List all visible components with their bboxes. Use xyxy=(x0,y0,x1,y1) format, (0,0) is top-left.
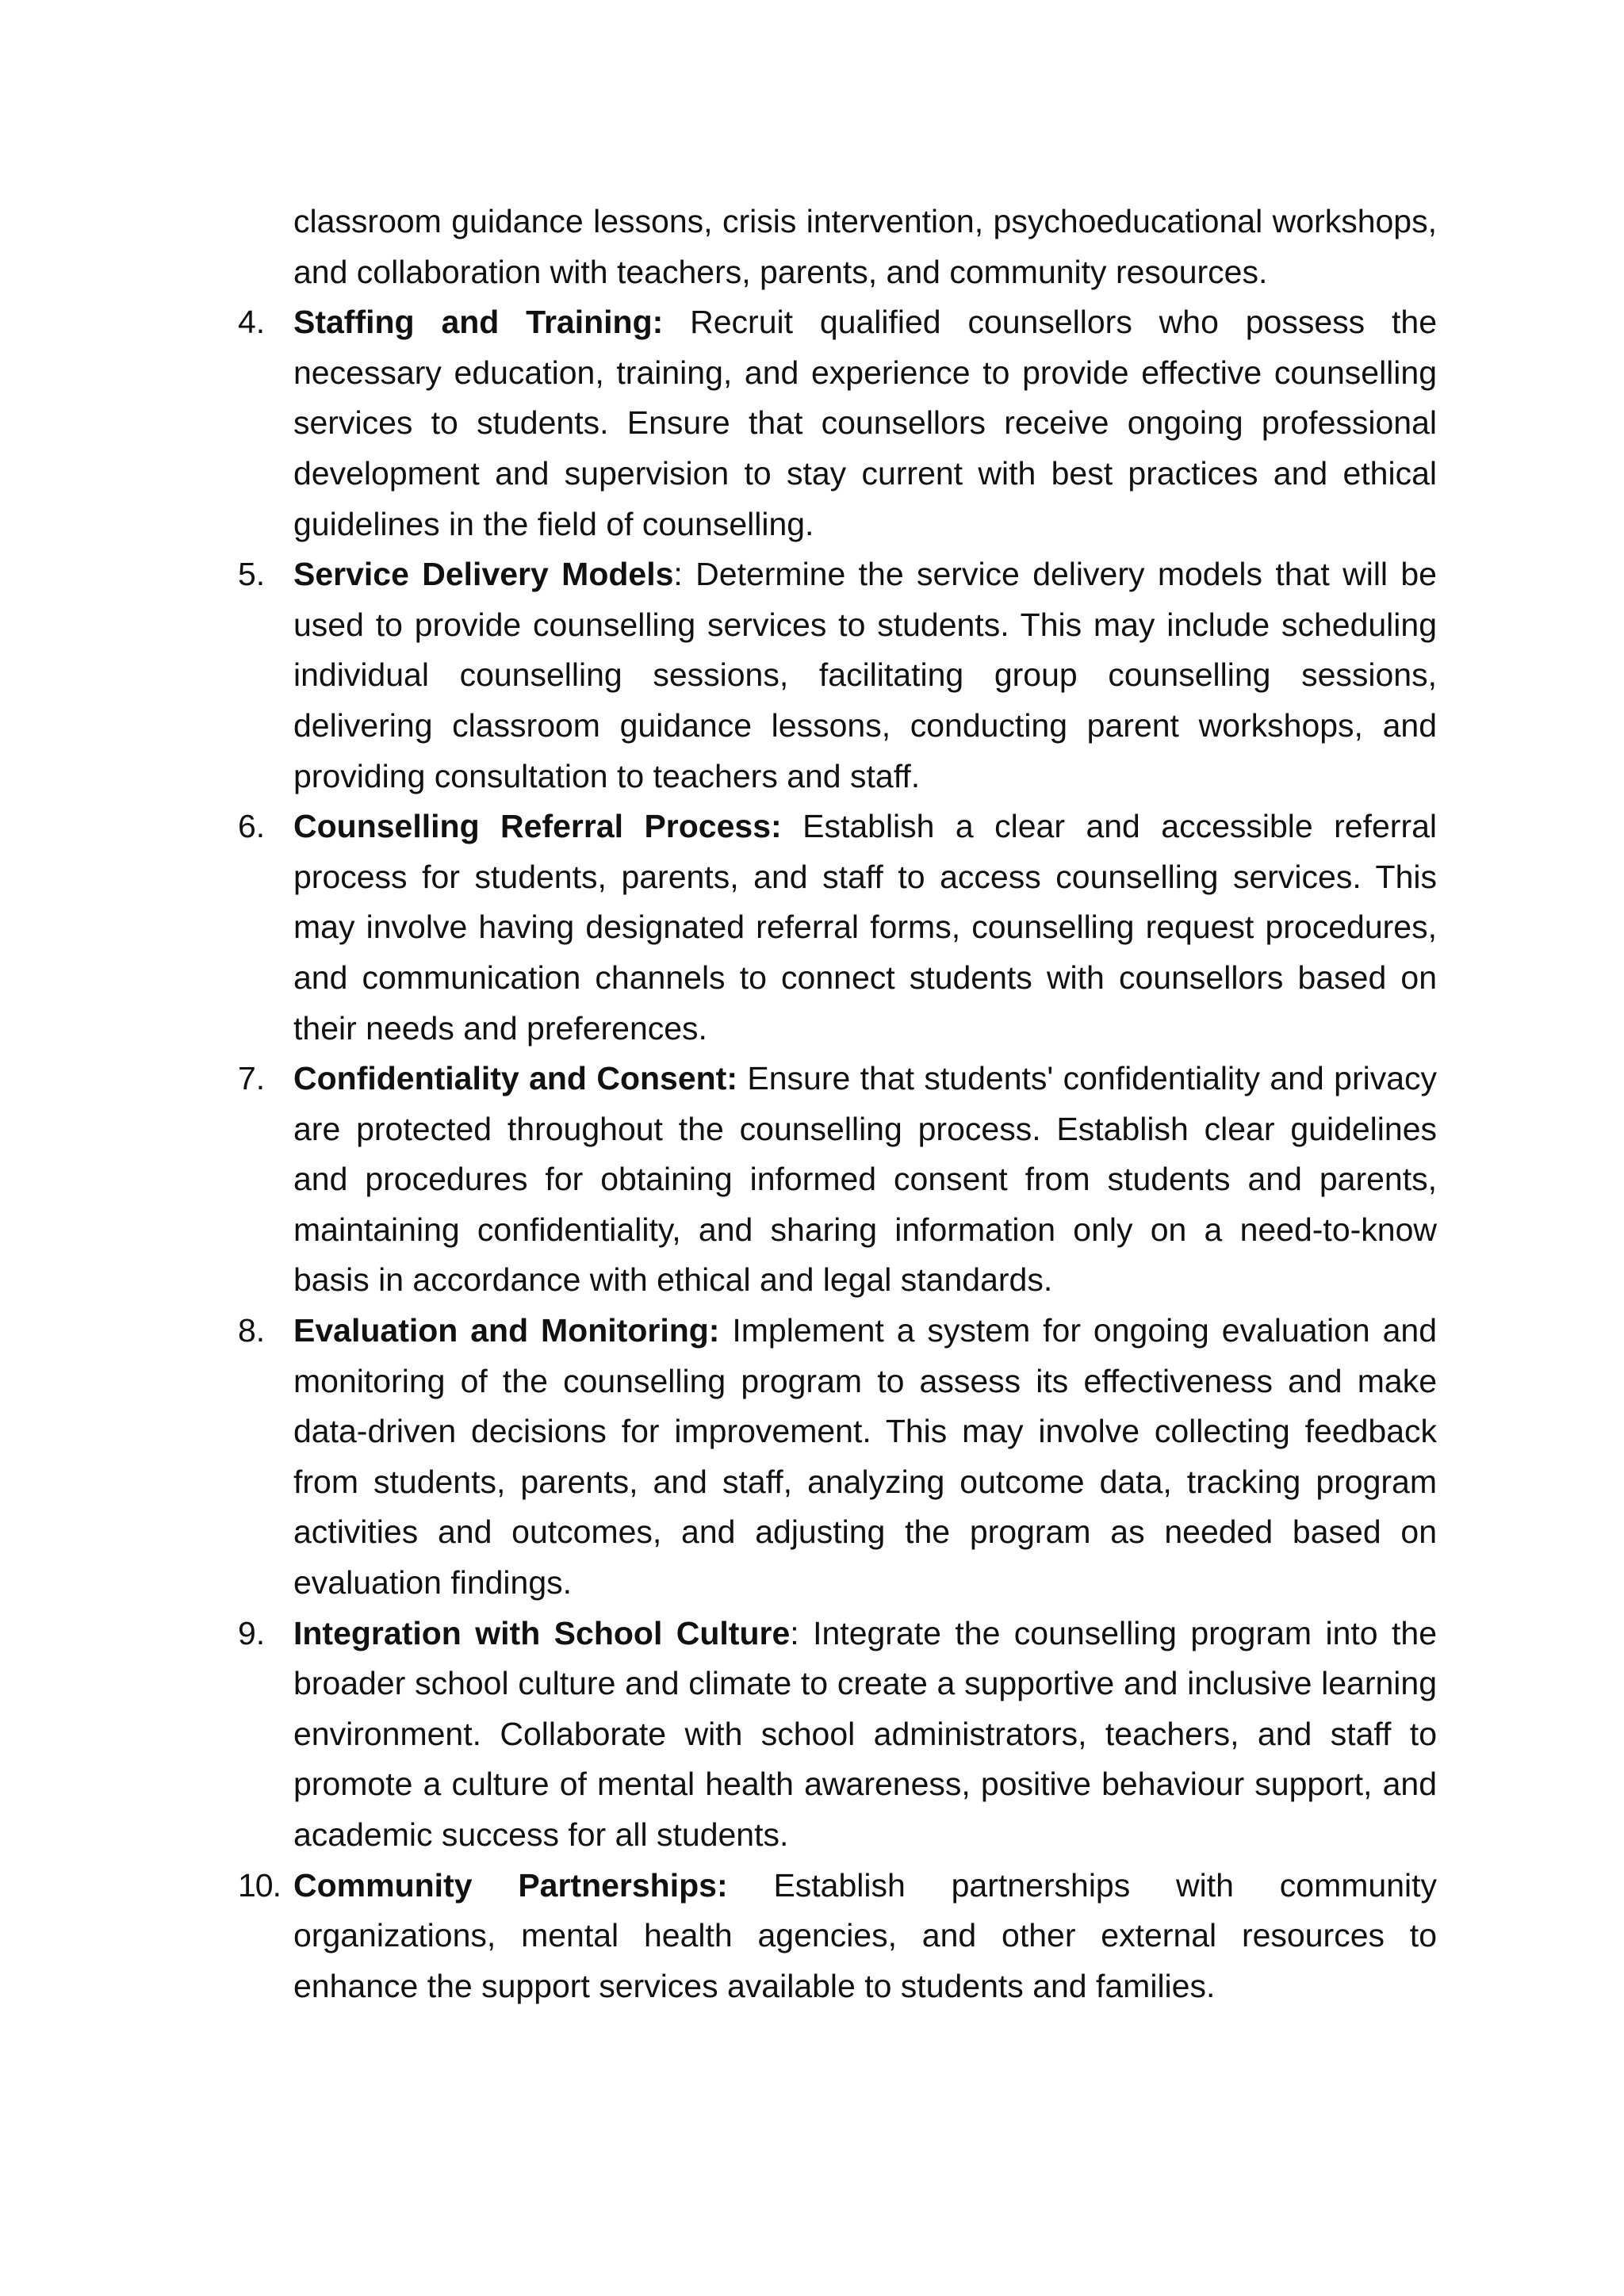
list-item-text: Recruit qualified counsellors who possess the necessary education, training, and experience to provide effective counselling services to students. Ensure that counsellors receive ongoing professional development and supervision to stay current with best practices and ethical guidelines in the field of counselling. xyxy=(293,304,1437,542)
list-number: 4. xyxy=(238,304,266,341)
list-number: 8. xyxy=(238,1312,266,1349)
list-item-text: Ensure that students' confidentiality and privacy are protected throughout the counselling process. Establish clear guidelines and procedures for obtaining informed consent from students and parents, maintaining confidentiality, and sharing information only on a need-to-know basis in accordance with ethical and legal standards. xyxy=(293,1060,1438,1299)
list-number: 9. xyxy=(238,1614,266,1651)
list-item-integration-with-school-culture xyxy=(238,1609,1437,1861)
list-item-term: Staffing and Training: xyxy=(293,304,664,341)
list-number: 6. xyxy=(238,808,266,845)
list-item-service-delivery-models xyxy=(238,549,1437,802)
intro-continuation-paragraph: classroom guidance lessons, crisis intervention, psychoeducational workshops, and collaboration with teachers, parents, and community resources. xyxy=(293,203,1437,290)
list-item-text: Integrate the counselling program into the broader school culture and climate to create a supportive and inclusive learning environment. Collaborate with school administrators, teachers, and staff to promote a culture of mental health awareness, positive behaviour support, and academic success for all students. xyxy=(293,1614,1438,1853)
list-item-term: Confidentiality and Consent: xyxy=(293,1060,737,1097)
list-item-term: Community Partnerships: xyxy=(293,1866,728,1904)
list-item-text: Determine the service delivery models that will be used to provide counselling services to students. This may include scheduling individual counselling sessions, facilitating group counselling sessions, delivering classroom guidance lessons, conducting parent workshops, and providing consultation to teachers and staff. xyxy=(293,556,1437,794)
list-item-term: Integration with School Culture xyxy=(293,1614,791,1651)
list-item-term: Service Delivery Models xyxy=(293,556,674,593)
list-item-evaluation-and-monitoring xyxy=(238,1306,1437,1609)
list-item-separator: : xyxy=(673,556,683,593)
list-item-confidentiality-and-consent xyxy=(238,1054,1437,1306)
list-item-text: Establish partnerships with community organizations, mental health agencies, and other external resources to enhance the support services available to students and families. xyxy=(293,1866,1437,2004)
list-item-counselling-referral-process xyxy=(238,802,1437,1054)
list-item-staffing-and-training xyxy=(238,297,1437,549)
list-item-text: Establish a clear and accessible referral process for students, parents, and staff to access counselling services. This may involve having designated referral forms, counselling request procedures, and communication channels to connect students with counsellors based on their needs and preferences. xyxy=(293,808,1438,1047)
list-item-term: Counselling Referral Process: xyxy=(293,808,782,845)
list-number: 5. xyxy=(238,556,266,593)
list-number: 7. xyxy=(238,1060,266,1097)
list-number: 10. xyxy=(238,1866,281,1904)
list-item-community-partnerships xyxy=(238,1861,1437,2012)
list-item-term: Evaluation and Monitoring: xyxy=(293,1312,720,1349)
list-item-separator: : xyxy=(790,1614,799,1651)
document-body xyxy=(238,197,1437,2011)
numbered-list xyxy=(238,297,1437,2011)
list-item-text: Implement a system for ongoing evaluation and monitoring of the counselling program to assess its effectiveness and make data-driven decisions for improvement. This may involve collecting feedback from students, parents, and staff, analyzing outcome data, tracking program activities and outcomes, and adjusting the program as needed based on evaluation findings. xyxy=(293,1312,1437,1601)
